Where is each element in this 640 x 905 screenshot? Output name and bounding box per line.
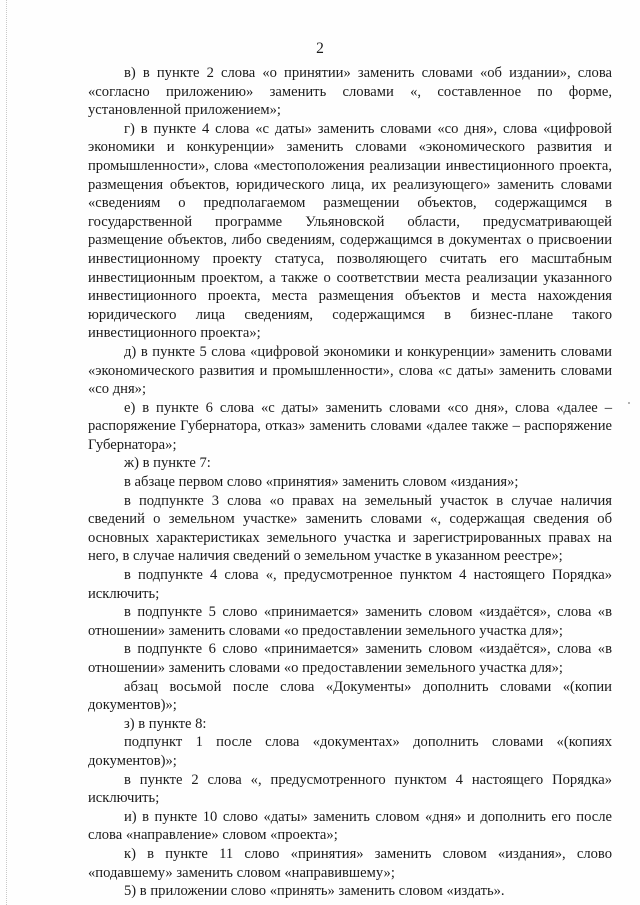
paragraph-5: 5) в приложении слово «принять» заменить словом «издать». [124,883,505,900]
paragraph-g: г) в пункте 4 слова «с даты» заменить словами «со дня», слова «цифровой экономики и конкуренции» заменить словами «экономического развития и промышленности», слова «местоположения реализации инвестиционного проекта, размещения объектов, юридического лица, их реализующего» заменить словами «сведениям о предполагаемом размещении объектов, содержащимся в государственной программе Ульяновской области, предусматривающей размещение объектов, либо сведениям, содержащимся в документах о присвоении инвестиционному проекту статуса, позволяющего считать его масштабным инвестиционным проектом, а также о соответствии места реализации указанного инвестиционного проекта, места размещения объектов и места нахождения юридического лица сведениям, содержащимся в бизнес-плане такого инвестиционного проекта»; [88,120,612,342]
paragraph-e: е) в пункте 6 слова «с даты» заменить словами «со дня», слова «далее – распоряжение Губернатора, отказ» заменить словами «далее также – распоряжение Губернатора»; [88,399,612,453]
paragraph-v: в) в пункте 2 слова «о принятии» заменить словами «об издании», слова «согласно приложению» заменить словами «, составленное по форме, установленной приложением»; [88,65,612,119]
scan-edge [6,0,8,905]
page-number: 2 [316,40,324,57]
paragraph-zh-1: в абзаце первом слово «принятия» заменить словом «издания»; [124,474,519,491]
scan-speck [628,402,630,404]
paragraph-zh-4: в подпункте 5 слово «принимается» заменить словом «издаётся», слова «в отношении» заменить словами «о предоставлении земельного участка для»; [88,604,612,639]
paragraph-z-2: в пункте 2 слова «, предусмотренного пунктом 4 настоящего Порядка» исключить; [88,771,612,807]
paragraph-k: к) в пункте 11 слово «принятия» заменить словом «издания», слово «подавшему» заменить словом «направившему»; [88,845,612,881]
paragraph-zh-5: в подпункте 6 слово «принимается» заменить словом «издаётся», слова «в отношении» заменить словами «о предоставлении земельного участка для»; [88,641,612,676]
document-body [88,64,612,901]
paragraph-zh: ж) в пункте 7: [124,455,211,472]
paragraph-d: д) в пункте 5 слова «цифровой экономики и конкуренции» заменить словами «экономического развития и промышленности», слова «с даты» заменить словами «со дня»; [88,343,612,398]
paragraph-zh-3: в подпункте 4 слова «, предусмотренное пунктом 4 настоящего Порядка» исключить; [88,567,612,602]
paragraph-zh-2: в подпункте 3 слова «о правах на земельный участок в случае наличия сведений о земельном участке» заменить словами «, содержащая сведения об основных характеристиках земельного участка и зарегистрированных правах на него, в случае наличия сведений о земельном участке в указанном реестре»; [88,492,612,565]
paragraph-i: и) в пункте 10 слово «даты» заменить словом «дня» и дополнить его после слова «направление» словом «проекта»; [88,808,612,844]
paragraph-zh-6: абзац восьмой после слова «Документы» дополнить словами «(копии документов)»; [88,678,612,714]
paragraph-z: з) в пункте 8: [124,715,207,732]
paragraph-z-1: подпункт 1 после слова «документах» дополнить словами «(копиях документов)»; [88,734,612,769]
